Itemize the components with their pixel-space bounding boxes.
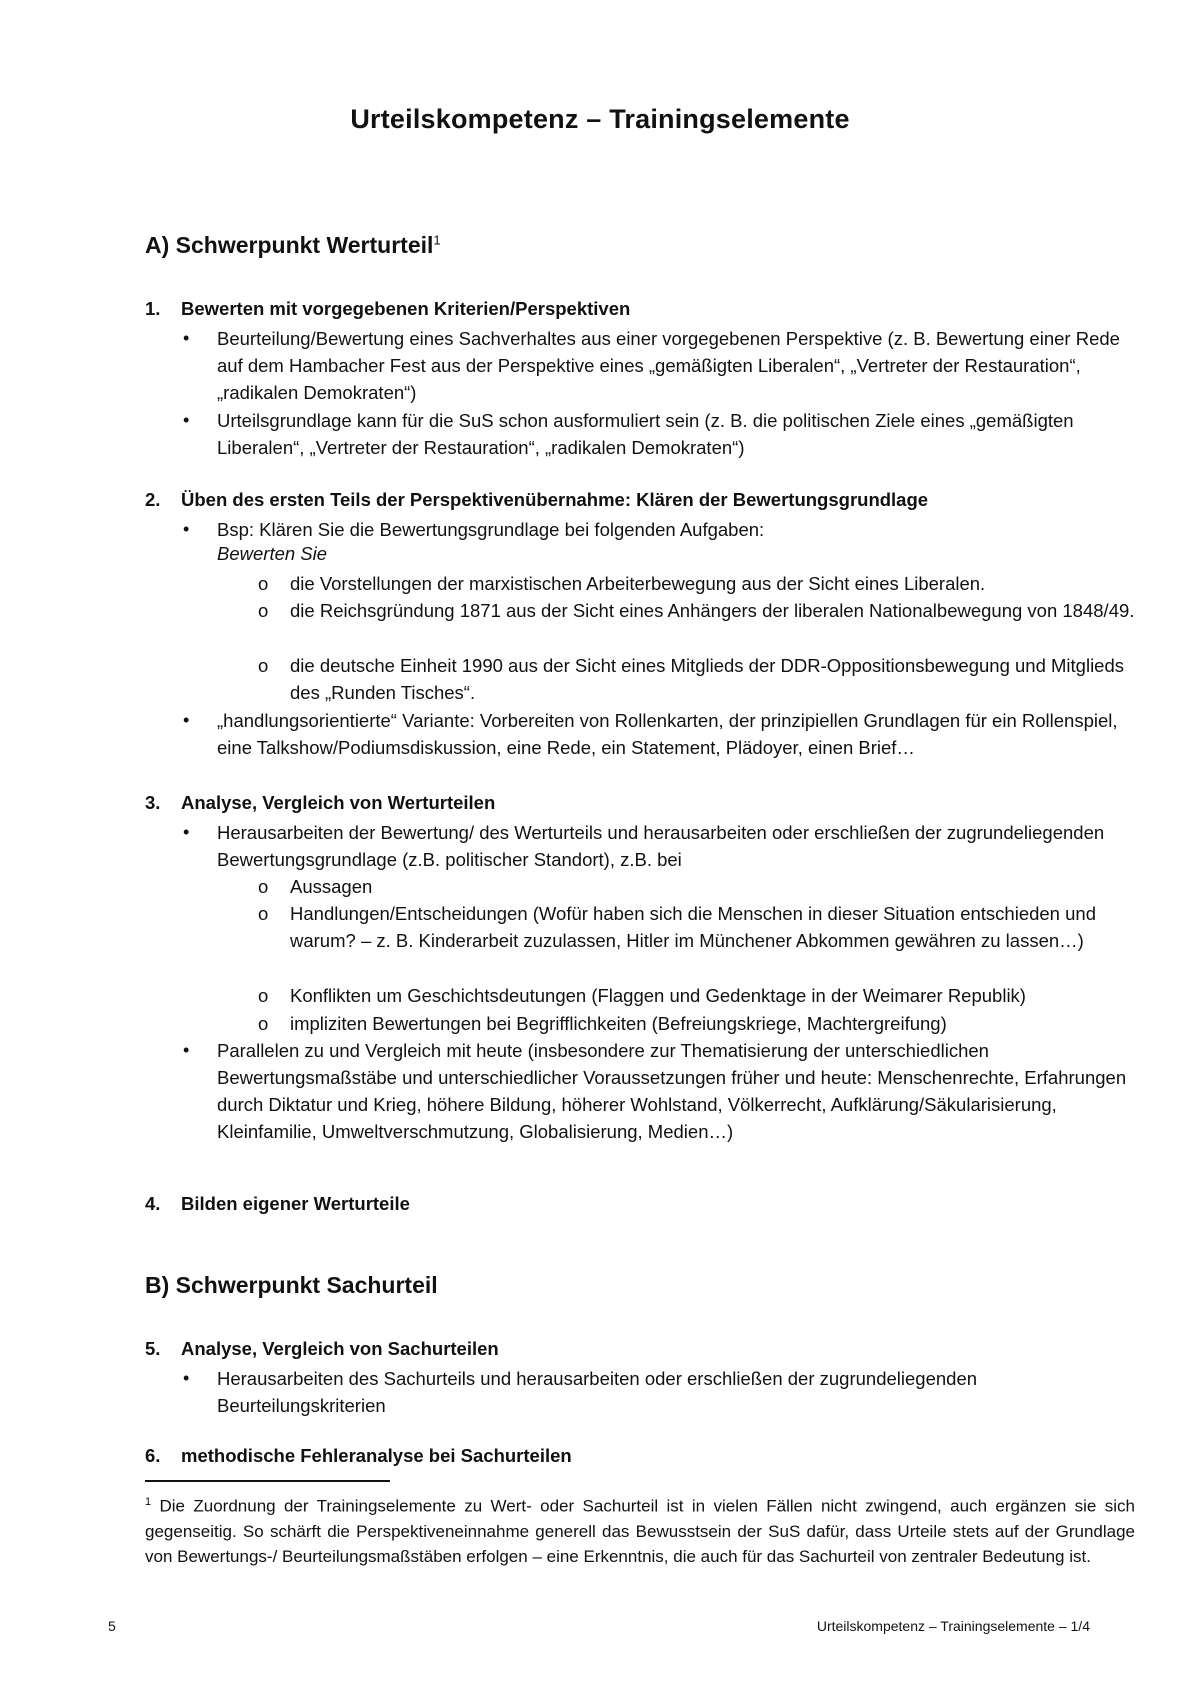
item-1-heading — [145, 298, 1125, 320]
sub-marker: o — [258, 1013, 269, 1034]
sub-bullet — [258, 1010, 1140, 1037]
bullet: • Urteilsgrundlage kann für die SuS schon ausformuliert sein (z. B. die politischen Ziele eines „gemäßigten Liberalen“, „Vertreter der Restauration“, „radikalen Demokraten“) — [217, 407, 1137, 461]
sub-bullet — [258, 570, 1140, 597]
bullet: • „handlungsorientierte“ Variante: Vorbereiten von Rollenkarten, der prinzipiellen Grundlagen für ein Rollenspiel, eine Talkshow/Podiumsdiskussion, eine Rede, ein Statement, Plädoyer, einen Brief… — [217, 707, 1137, 761]
item-3-heading — [145, 792, 1125, 814]
item-number: 2. — [145, 489, 161, 510]
sub-bullet-text: die deutsche Einheit 1990 aus der Sicht eines Mitglieds der DDR-Oppositionsbewegung und Mitglieds des „Runden Tisches“. — [290, 655, 1125, 703]
sub-bullet-text: impliziten Bewertungen bei Begrifflichkeiten (Befreiungskriege, Machtergreifung) — [290, 1013, 947, 1034]
item-6-heading — [145, 1445, 1125, 1467]
sub-bullet — [258, 900, 1140, 954]
bullet: • Herausarbeiten des Sachurteils und herausarbeiten oder erschließen der zugrundeliegenden Beurteilungskriterien — [217, 1365, 1137, 1419]
item-label: Analyse, Vergleich von Sachurteilen — [181, 1338, 499, 1359]
sub-marker: o — [258, 903, 269, 924]
footnote-ref: 1 — [433, 232, 441, 248]
sub-bullet-text: Konflikten um Geschichtsdeutungen (Flaggen und Gedenktage in der Weimarer Republik) — [290, 985, 1026, 1006]
footer-right: Urteilskompetenz – Trainingselemente – 1/4 — [816, 1618, 1090, 1634]
item-number: 1. — [145, 298, 161, 319]
bullet: • Parallelen zu und Vergleich mit heute (insbesondere zur Thematisierung der unterschiedlichen Bewertungsmaßstäbe und unterschiedlicher Voraussetzungen früher und heute: Menschenrechte, Erfahrungen durch Diktatur und Krieg, höhere Bildung, höherer Wohlstand, Völkerrecht, Aufklärung/Säkularisierung, Kleinfamilie, Umweltverschmutzung, Globalisierung, Medien…) — [217, 1037, 1137, 1145]
item-2-heading — [145, 489, 1125, 511]
sub-marker: o — [258, 985, 269, 1006]
page-title: Urteilskompetenz – Trainingselemente — [350, 104, 850, 134]
item-label: Bilden eigener Werturteile — [181, 1193, 410, 1214]
section-a-heading — [145, 232, 441, 259]
page-number-left: 5 — [108, 1618, 116, 1634]
sub-bullet — [258, 597, 1140, 624]
section-b-heading: B) Schwerpunkt Sachurteil — [145, 1272, 438, 1298]
sub-bullet — [258, 982, 1140, 1009]
section-a-label: A) Schwerpunkt Werturteil — [145, 232, 434, 258]
item-5-heading — [145, 1338, 1125, 1360]
bullet: • Beurteilung/Bewertung eines Sachverhaltes aus einer vorgegebenen Perspektive (z. B. Bewertung einer Rede auf dem Hambacher Fest aus der Perspektive eines „gemäßigten Liberalen“, „Vertreter der Restauration“, „radikalen Demokraten“) — [217, 325, 1137, 406]
item-label: Üben des ersten Teils der Perspektivenübernahme: Klären der Bewertungsgrundlage — [181, 489, 929, 510]
footnote-text: Die Zuordnung der Trainingselemente zu Wert- oder Sachurteil ist in vielen Fällen nicht zwingend, auch ergänzen sie sich gegenseitig. So schärft die Perspektiveneinnahme generell das Bewusstsein der SuS dafür, dass Urteile stets auf der Grundlage von Bewertungs-/ Beurteilungsmaßstäben erfolgen – eine Erkenntnis, die auch für das Sachurteil von zentraler Bedeutung ist. — [145, 1496, 1135, 1566]
item-label: Bewerten mit vorgegebenen Kriterien/Perspektiven — [181, 298, 631, 319]
sub-bullet-text: Handlungen/Entscheidungen (Wofür haben sich die Menschen in dieser Situation entschieden und warum? – z. B. Kinderarbeit zuzulassen, Hitler im Münchener Abkommen gewähren zu lassen…) — [290, 903, 1096, 951]
item-label: methodische Fehleranalyse bei Sachurteilen — [181, 1445, 572, 1466]
item-number: 4. — [145, 1193, 161, 1214]
item-4-heading — [145, 1193, 1125, 1215]
sub-marker: o — [258, 876, 269, 897]
footnote-divider — [145, 1480, 390, 1482]
sub-bullet — [258, 652, 1140, 706]
footnote — [145, 1490, 1135, 1569]
bullet: • Bsp: Klären Sie die Bewertungsgrundlage bei folgenden Aufgaben: — [217, 516, 1137, 543]
item-number: 5. — [145, 1338, 161, 1359]
sub-marker: o — [258, 573, 269, 594]
sub-bullet-text: die Reichsgründung 1871 aus der Sicht eines Anhängers der liberalen Nationalbewegung von 1848/49. — [290, 600, 1135, 621]
sub-bullet-text: die Vorstellungen der marxistischen Arbeiterbewegung aus der Sicht eines Liberalen. — [290, 573, 986, 594]
footnote-mark: 1 — [145, 1496, 152, 1508]
task-intro: Bewerten Sie — [217, 543, 328, 564]
sub-marker: o — [258, 655, 269, 676]
sub-bullet-text: Aussagen — [290, 876, 373, 897]
sub-marker: o — [258, 600, 269, 621]
item-label: Analyse, Vergleich von Werturteilen — [181, 792, 496, 813]
sub-bullet — [258, 873, 1140, 900]
item-number: 6. — [145, 1445, 161, 1466]
item-number: 3. — [145, 792, 161, 813]
bullet: • Herausarbeiten der Bewertung/ des Werturteils und herausarbeiten oder erschließen der zugrundeliegenden Bewertungsgrundlage (z.B. politischer Standort), z.B. bei — [217, 819, 1137, 873]
